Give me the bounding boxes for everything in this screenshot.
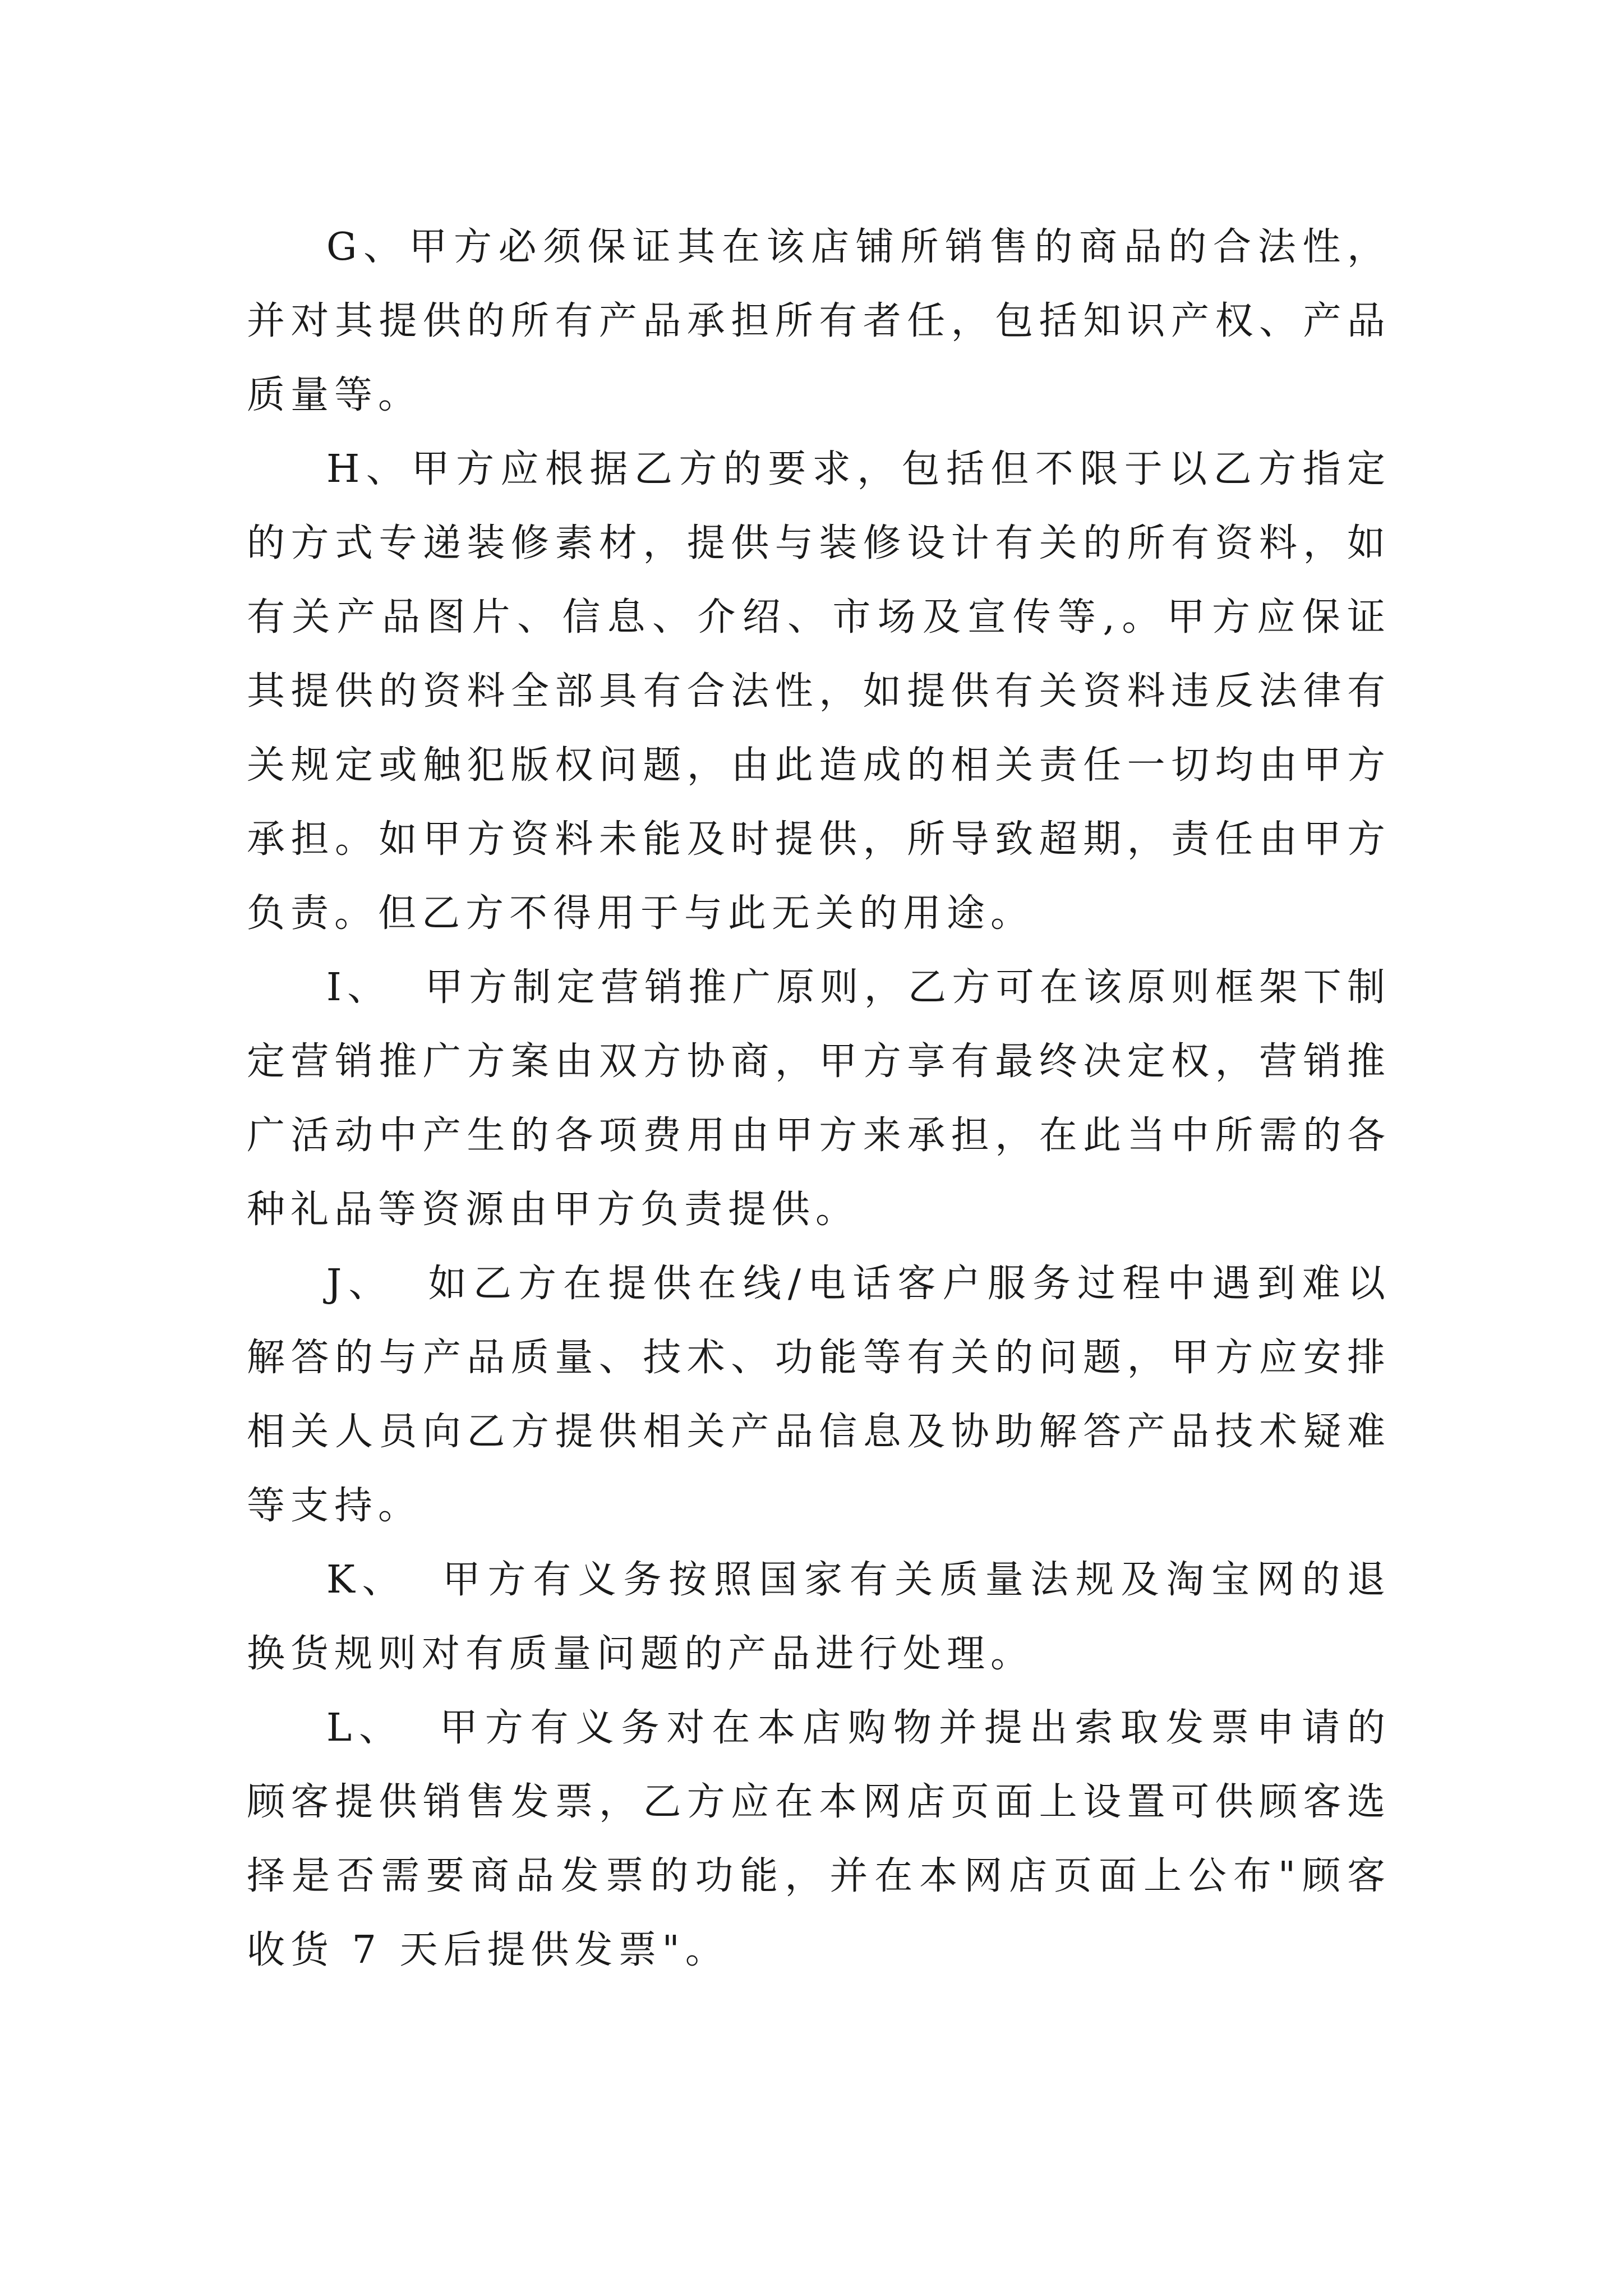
- clause-i: [247, 951, 1391, 1247]
- clause-k: [247, 1543, 1391, 1691]
- clause-text: 甲方有义务对在本店购物并提出索取发票申请的顾客提供销售发票，乙方应在本网店页面上设置可供顾客选择是否需要商品发票的功能，并在本网店页面上公布"顾客收货 7 天后提供发票"。: [247, 1706, 1391, 1972]
- clause-text: 甲方必须保证其在该店铺所销售的商品的合法性，并对其提供的所有产品承担所有者任，包括知识产权、产品质量等。: [247, 225, 1391, 417]
- clause-text: 甲方有义务按照国家有关质量法规及淘宝网的退换货规则对有质量问题的产品进行处理。: [247, 1558, 1391, 1676]
- clause-text: 甲方制定营销推广原则，乙方可在该原则框架下制定营销推广方案由双方协商，甲方享有最终决定权，营销推广活动中产生的各项费用由甲方来承担，在此当中所需的各种礼品等资源由甲方负责提供。: [247, 965, 1391, 1232]
- clause-label: J、: [326, 1262, 394, 1306]
- clause-text: 甲方应根据乙方的要求，包括但不限于以乙方指定的方式专递装修素材，提供与装修设计有关的所有资料，如有关产品图片、信息、介绍、市场及宣传等,。甲方应保证其提供的资料全部具有合法性，如提供有关资料违反法律有关规定或触犯版权问题，由此造成的相关责任一切均由甲方承担。如甲方资料未能及时提供，所导致超期，责任由甲方负责。但乙方不得用于与此无关的用途。: [247, 447, 1391, 936]
- clause-label: H、: [326, 447, 411, 491]
- clause-label: G、: [326, 225, 408, 269]
- clause-g: [247, 210, 1391, 432]
- clause-text: 如乙方在提供在线/电话客户服务过程中遇到难以解答的与产品质量、技术、功能等有关的问题，甲方应安排相关人员向乙方提供相关产品信息及协助解答产品技术疑难等支持。: [247, 1262, 1391, 1528]
- clause-j: [247, 1247, 1391, 1543]
- clause-label: K、: [326, 1558, 408, 1602]
- clause-l: [247, 1691, 1391, 1987]
- contract-body: [247, 210, 1391, 1987]
- clause-label: L、: [326, 1706, 404, 1750]
- clause-h: [247, 432, 1391, 951]
- clause-label: I、: [326, 965, 391, 1010]
